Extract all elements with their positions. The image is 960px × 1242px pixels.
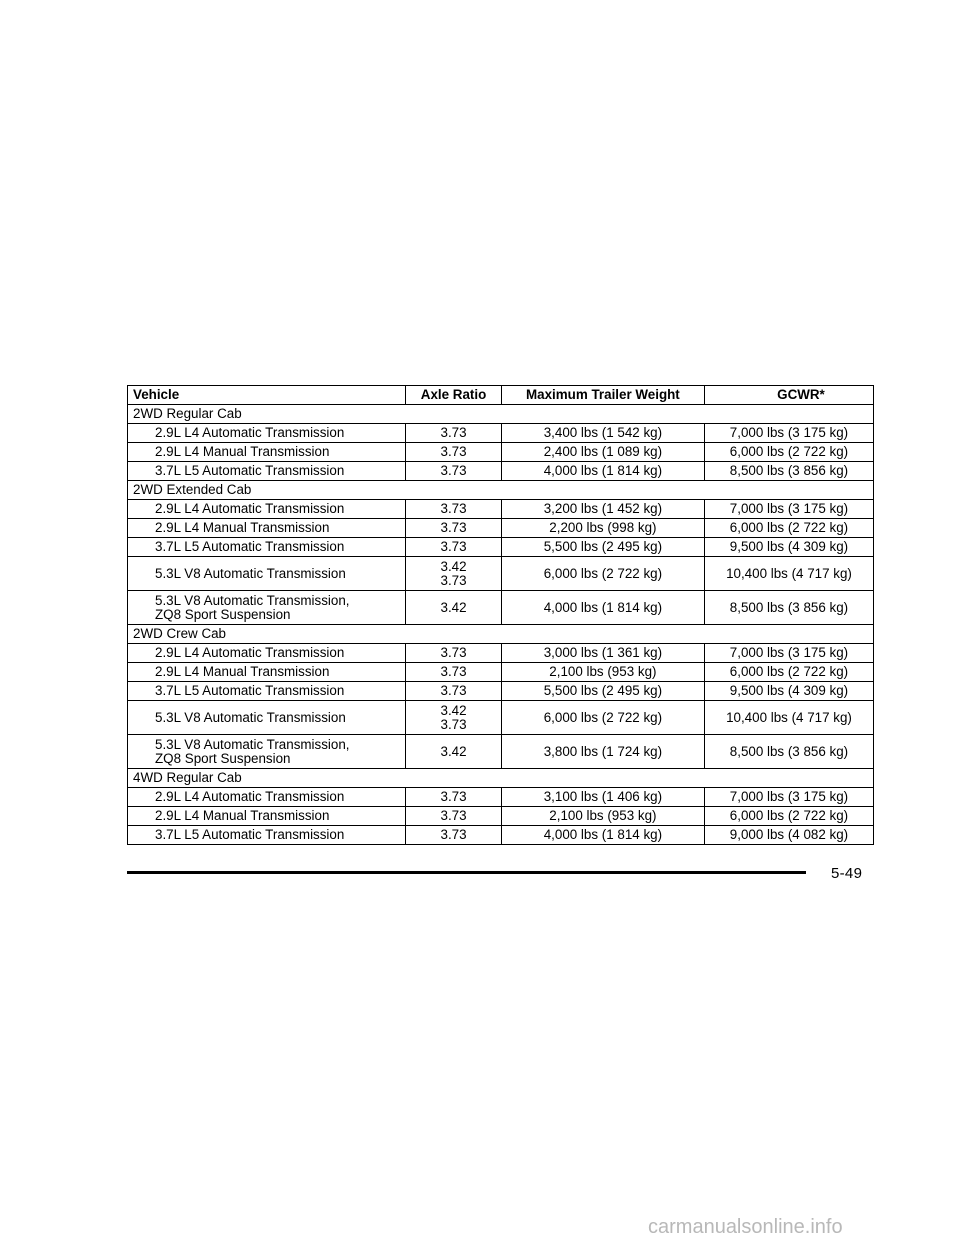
- cell-max-trailer-weight: 6,000 lbs (2 722 kg): [501, 701, 704, 735]
- cell-axle-ratio-line: 3.73: [440, 664, 467, 679]
- cell-gcwr: 10,400 lbs (4 717 kg): [704, 557, 873, 591]
- cell-gcwr: 9,500 lbs (4 309 kg): [704, 682, 873, 701]
- cell-vehicle-line: 2.9L L4 Manual Transmission: [155, 664, 330, 679]
- cell-axle-ratio-line: 3.42: [440, 702, 467, 718]
- table-header-row: [128, 386, 874, 405]
- cell-vehicle-line: ZQ8 Sport Suspension: [155, 750, 291, 766]
- cell-axle-ratio: [406, 500, 502, 519]
- cell-vehicle-line: 5.3L V8 Automatic Transmission: [155, 709, 346, 725]
- page-number: 5-49: [831, 865, 863, 882]
- cell-gcwr: 6,000 lbs (2 722 kg): [704, 443, 873, 462]
- cell-vehicle-line: 5.3L V8 Automatic Transmission,: [155, 592, 350, 608]
- cell-vehicle-line: 2.9L L4 Automatic Transmission: [155, 789, 345, 804]
- table-row: [128, 500, 874, 519]
- cell-axle-ratio: [406, 538, 502, 557]
- cell-max-trailer-weight: 4,000 lbs (1 814 kg): [501, 826, 704, 845]
- cell-axle-ratio: [406, 682, 502, 701]
- cell-gcwr: 6,000 lbs (2 722 kg): [704, 519, 873, 538]
- header-axle-ratio: Axle Ratio: [406, 386, 502, 405]
- cell-vehicle: [128, 788, 406, 807]
- table-row: [128, 538, 874, 557]
- cell-axle-ratio: [406, 519, 502, 538]
- cell-vehicle-line: 2.9L L4 Manual Transmission: [155, 520, 330, 535]
- cell-axle-ratio: [406, 788, 502, 807]
- cell-vehicle-line: 2.9L L4 Automatic Transmission: [155, 501, 345, 516]
- cell-gcwr: 6,000 lbs (2 722 kg): [704, 663, 873, 682]
- header-vehicle: Vehicle: [128, 386, 406, 405]
- cell-vehicle-line: 5.3L V8 Automatic Transmission: [155, 565, 346, 581]
- cell-axle-ratio: [406, 807, 502, 826]
- cell-axle-ratio: [406, 557, 502, 591]
- cell-axle-ratio: [406, 663, 502, 682]
- cell-axle-ratio: [406, 644, 502, 663]
- cell-axle-ratio-line: 3.73: [440, 425, 467, 440]
- cell-max-trailer-weight: 4,000 lbs (1 814 kg): [501, 462, 704, 481]
- cell-vehicle-line: 5.3L V8 Automatic Transmission,: [155, 736, 350, 752]
- cell-vehicle-line: 2.9L L4 Manual Transmission: [155, 808, 330, 823]
- cell-axle-ratio-line: 3.42: [440, 743, 467, 759]
- watermark-text: carmanualsonline.info: [648, 1216, 843, 1238]
- cell-gcwr: 7,000 lbs (3 175 kg): [704, 788, 873, 807]
- trailer-weight-table: [127, 385, 874, 845]
- group-row: [128, 625, 874, 644]
- cell-axle-ratio: [406, 462, 502, 481]
- cell-vehicle: [128, 462, 406, 481]
- cell-axle-ratio: [406, 443, 502, 462]
- cell-vehicle: [128, 538, 406, 557]
- cell-max-trailer-weight: 6,000 lbs (2 722 kg): [501, 557, 704, 591]
- cell-axle-ratio-line: 3.42: [440, 558, 467, 574]
- cell-gcwr: 8,500 lbs (3 856 kg): [704, 462, 873, 481]
- table-row: [128, 443, 874, 462]
- table-row: [128, 644, 874, 663]
- group-row: [128, 405, 874, 424]
- cell-gcwr: 9,000 lbs (4 082 kg): [704, 826, 873, 845]
- cell-axle-ratio: [406, 591, 502, 625]
- cell-vehicle: [128, 663, 406, 682]
- cell-max-trailer-weight: 2,100 lbs (953 kg): [501, 807, 704, 826]
- cell-axle-ratio: [406, 826, 502, 845]
- cell-vehicle: [128, 826, 406, 845]
- table-row: [128, 557, 874, 591]
- cell-axle-ratio-line: 3.73: [440, 827, 467, 842]
- cell-max-trailer-weight: 3,000 lbs (1 361 kg): [501, 644, 704, 663]
- cell-vehicle: [128, 701, 406, 735]
- table-row: [128, 682, 874, 701]
- table-row: [128, 701, 874, 735]
- cell-vehicle-line: ZQ8 Sport Suspension: [155, 606, 291, 622]
- group-name: 2WD Crew Cab: [128, 625, 874, 644]
- cell-max-trailer-weight: 2,100 lbs (953 kg): [501, 663, 704, 682]
- cell-vehicle: [128, 519, 406, 538]
- table-row: [128, 462, 874, 481]
- cell-axle-ratio: [406, 701, 502, 735]
- group-row: [128, 481, 874, 500]
- cell-vehicle: [128, 500, 406, 519]
- cell-gcwr: 6,000 lbs (2 722 kg): [704, 807, 873, 826]
- cell-vehicle: [128, 424, 406, 443]
- group-name: 4WD Regular Cab: [128, 769, 874, 788]
- cell-axle-ratio-line: 3.73: [440, 808, 467, 823]
- table-body: [128, 405, 874, 845]
- cell-vehicle: [128, 735, 406, 769]
- cell-vehicle-line: 2.9L L4 Automatic Transmission: [155, 645, 345, 660]
- cell-vehicle: [128, 807, 406, 826]
- cell-axle-ratio-line: 3.73: [440, 683, 467, 698]
- table-row: [128, 519, 874, 538]
- cell-axle-ratio-line: 3.73: [440, 645, 467, 660]
- cell-vehicle-line: 2.9L L4 Manual Transmission: [155, 444, 330, 459]
- cell-max-trailer-weight: 2,400 lbs (1 089 kg): [501, 443, 704, 462]
- cell-axle-ratio-line: 3.42: [440, 599, 467, 615]
- cell-max-trailer-weight: 3,100 lbs (1 406 kg): [501, 788, 704, 807]
- cell-vehicle-line: 3.7L L5 Automatic Transmission: [155, 463, 345, 478]
- table-row: [128, 663, 874, 682]
- table-row: [128, 591, 874, 625]
- table-row: [128, 807, 874, 826]
- cell-axle-ratio: [406, 735, 502, 769]
- cell-gcwr: 8,500 lbs (3 856 kg): [704, 591, 873, 625]
- cell-axle-ratio-line: 3.73: [440, 501, 467, 516]
- cell-gcwr: 7,000 lbs (3 175 kg): [704, 644, 873, 663]
- cell-max-trailer-weight: 5,500 lbs (2 495 kg): [501, 682, 704, 701]
- header-gcwr: GCWR*: [704, 386, 873, 405]
- cell-axle-ratio-line: 3.73: [440, 716, 467, 732]
- cell-axle-ratio-line: 3.73: [440, 444, 467, 459]
- cell-gcwr: 10,400 lbs (4 717 kg): [704, 701, 873, 735]
- cell-vehicle: [128, 591, 406, 625]
- cell-vehicle-line: 3.7L L5 Automatic Transmission: [155, 539, 345, 554]
- cell-vehicle-line: 3.7L L5 Automatic Transmission: [155, 683, 345, 698]
- group-row: [128, 769, 874, 788]
- cell-vehicle-line: 2.9L L4 Automatic Transmission: [155, 425, 345, 440]
- cell-gcwr: 8,500 lbs (3 856 kg): [704, 735, 873, 769]
- cell-gcwr: 7,000 lbs (3 175 kg): [704, 500, 873, 519]
- cell-axle-ratio-line: 3.73: [440, 463, 467, 478]
- cell-max-trailer-weight: 2,200 lbs (998 kg): [501, 519, 704, 538]
- cell-axle-ratio-line: 3.73: [440, 539, 467, 554]
- cell-vehicle: [128, 443, 406, 462]
- cell-axle-ratio-line: 3.73: [440, 520, 467, 535]
- table-row: [128, 826, 874, 845]
- cell-axle-ratio: [406, 424, 502, 443]
- table-row: [128, 788, 874, 807]
- cell-max-trailer-weight: 3,200 lbs (1 452 kg): [501, 500, 704, 519]
- cell-gcwr: 9,500 lbs (4 309 kg): [704, 538, 873, 557]
- group-name: 2WD Regular Cab: [128, 405, 874, 424]
- cell-vehicle: [128, 682, 406, 701]
- cell-vehicle-line: 3.7L L5 Automatic Transmission: [155, 827, 345, 842]
- cell-gcwr: 7,000 lbs (3 175 kg): [704, 424, 873, 443]
- cell-max-trailer-weight: 3,800 lbs (1 724 kg): [501, 735, 704, 769]
- footer-rule: [127, 871, 806, 874]
- group-name: 2WD Extended Cab: [128, 481, 874, 500]
- table-row: [128, 735, 874, 769]
- cell-vehicle: [128, 644, 406, 663]
- cell-axle-ratio-line: 3.73: [440, 572, 467, 588]
- cell-max-trailer-weight: 3,400 lbs (1 542 kg): [501, 424, 704, 443]
- header-max-trailer-weight: Maximum Trailer Weight: [501, 386, 704, 405]
- cell-axle-ratio-line: 3.73: [440, 789, 467, 804]
- cell-max-trailer-weight: 5,500 lbs (2 495 kg): [501, 538, 704, 557]
- cell-vehicle: [128, 557, 406, 591]
- table-row: [128, 424, 874, 443]
- cell-max-trailer-weight: 4,000 lbs (1 814 kg): [501, 591, 704, 625]
